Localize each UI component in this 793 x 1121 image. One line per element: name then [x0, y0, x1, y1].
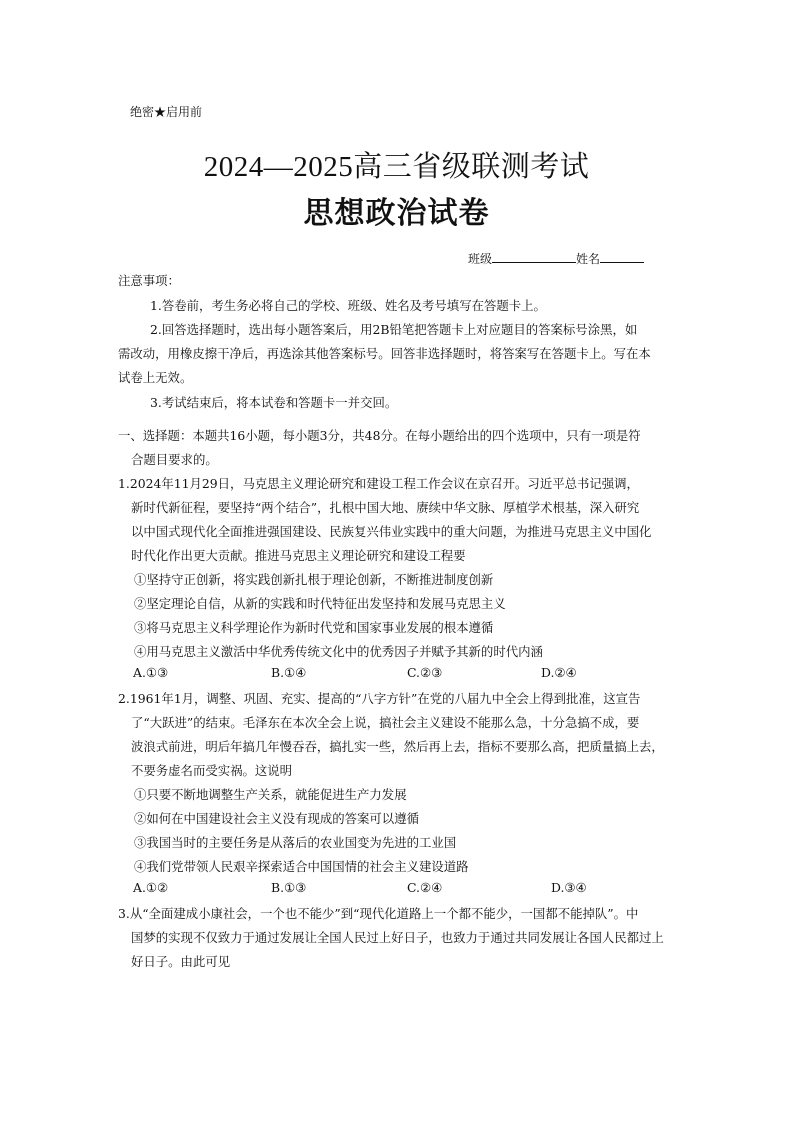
question-2-line: 了“大跃进”的结束。毛泽东在本次全会上说，搞社会主义建设不能那么急，十分急搞不成，要 [131, 715, 640, 730]
name-blank [600, 250, 644, 263]
question-1-option-d: D.②④ [541, 665, 577, 680]
notice-item: 3.考试结束后，将本试卷和答题卡一并交回。 [150, 395, 398, 410]
section-heading: 一、选择题：本题共16小题，每小题3分，共48分。在每小题给出的四个选项中，只有一项是符 [118, 428, 641, 443]
question-1-statement: ②坚定理论自信，从新的实践和时代特征出发坚持和发展马克思主义 [134, 596, 506, 611]
question-2-statement: ③我国当时的主要任务是从落后的农业国变为先进的工业国 [134, 835, 457, 850]
question-2-line: 不要务虚名而受实祸。这说明 [131, 763, 293, 778]
subject-title: 思想政治试卷 [303, 196, 490, 231]
question-1-statement: ①坚持守正创新，将实践创新扎根于理论创新，不断推进制度创新 [134, 572, 494, 587]
question-1-line: 新时代新征程，要坚持“两个结合”，扎根中国大地、赓续中华文脉、厚植学术根基，深入研究 [131, 500, 640, 515]
section-heading-cont: 合题目要求的。 [131, 452, 218, 467]
question-2-statement: ①只要不断地调整生产关系，就能促进生产力发展 [134, 787, 407, 802]
question-1-statement: ④用马克思主义激活中华优秀传统文化中的优秀因子并赋予其新的时代内涵 [134, 644, 543, 659]
question-2-option-b: B.①③ [271, 880, 307, 895]
question-3-line: 国梦的实现不仅致力于通过发展让全国人民过上好日子，也致力于通过共同发展让各国人民都过上 [131, 930, 664, 945]
question-2-option-d: D.③④ [551, 880, 587, 895]
question-1-line: 以中国式现代化全面推进强国建设、民族复兴伟业实践中的重大问题，为推进马克思主义中国化 [131, 524, 652, 539]
question-2-statement: ④我们党带领人民艰辛探索适合中国国情的社会主义建设道路 [134, 859, 469, 874]
notice-item: 试卷上无效。 [118, 370, 193, 385]
notice-item: 2.回答选择题时，选出每小题答案后，用2B铅笔把答题卡上对应题目的答案标号涂黑，如 [150, 322, 638, 337]
question-1-statement: ③将马克思主义科学理论作为新时代党和国家事业发展的根本遵循 [134, 620, 494, 635]
question-2-line: 波浪式前进，明后年搞几年慢吞吞，搞扎实一些，然后再上去，指标不要那么高，把质量搞上去， [131, 739, 664, 754]
question-1-option-b: B.①④ [271, 665, 307, 680]
class-name-line [468, 250, 644, 267]
question-3-line: 3.从“全面建成小康社会，一个也不能少”到“现代化道路上一个都不能少，一国都不能掉队”。中 [118, 906, 639, 921]
class-label: 班级 [468, 252, 493, 266]
question-2-option-c: C.②④ [407, 880, 443, 895]
question-1-option-a: A.①③ [133, 665, 169, 680]
class-blank [492, 250, 576, 263]
notice-item: 1.答卷前，考生务必将自己的学校、班级、姓名及考号填写在答题卡上。 [150, 298, 546, 313]
notice-item: 需改动，用橡皮擦干净后，再选涂其他答案标号。回答非选择题时，将答案写在答题卡上。写在本 [118, 346, 651, 361]
question-1-option-c: C.②③ [407, 665, 443, 680]
question-1-line: 1.2024年11月29日，马克思主义理论研究和建设工程工作会议在京召开。习近平总书记强调， [118, 476, 639, 491]
question-2-statement: ②如何在中国建设社会主义没有现成的答案可以遵循 [134, 811, 419, 826]
confidential-mark: 绝密★启用前 [130, 105, 203, 119]
question-2-option-a: A.①② [133, 880, 169, 895]
question-3-line: 好日子。由此可见 [131, 954, 231, 969]
notice-heading: 注意事项： [118, 273, 180, 288]
question-1-line: 时代化作出更大贡献。推进马克思主义理论研究和建设工程要 [131, 548, 466, 563]
name-label: 姓名 [576, 252, 601, 266]
question-2-line: 2.1961年1月，调整、巩固、充实、提高的“八字方针”在党的八届九中全会上得到批准，这宣告 [118, 691, 641, 706]
exam-title: 2024—2025高三省级联测考试 [203, 151, 590, 183]
